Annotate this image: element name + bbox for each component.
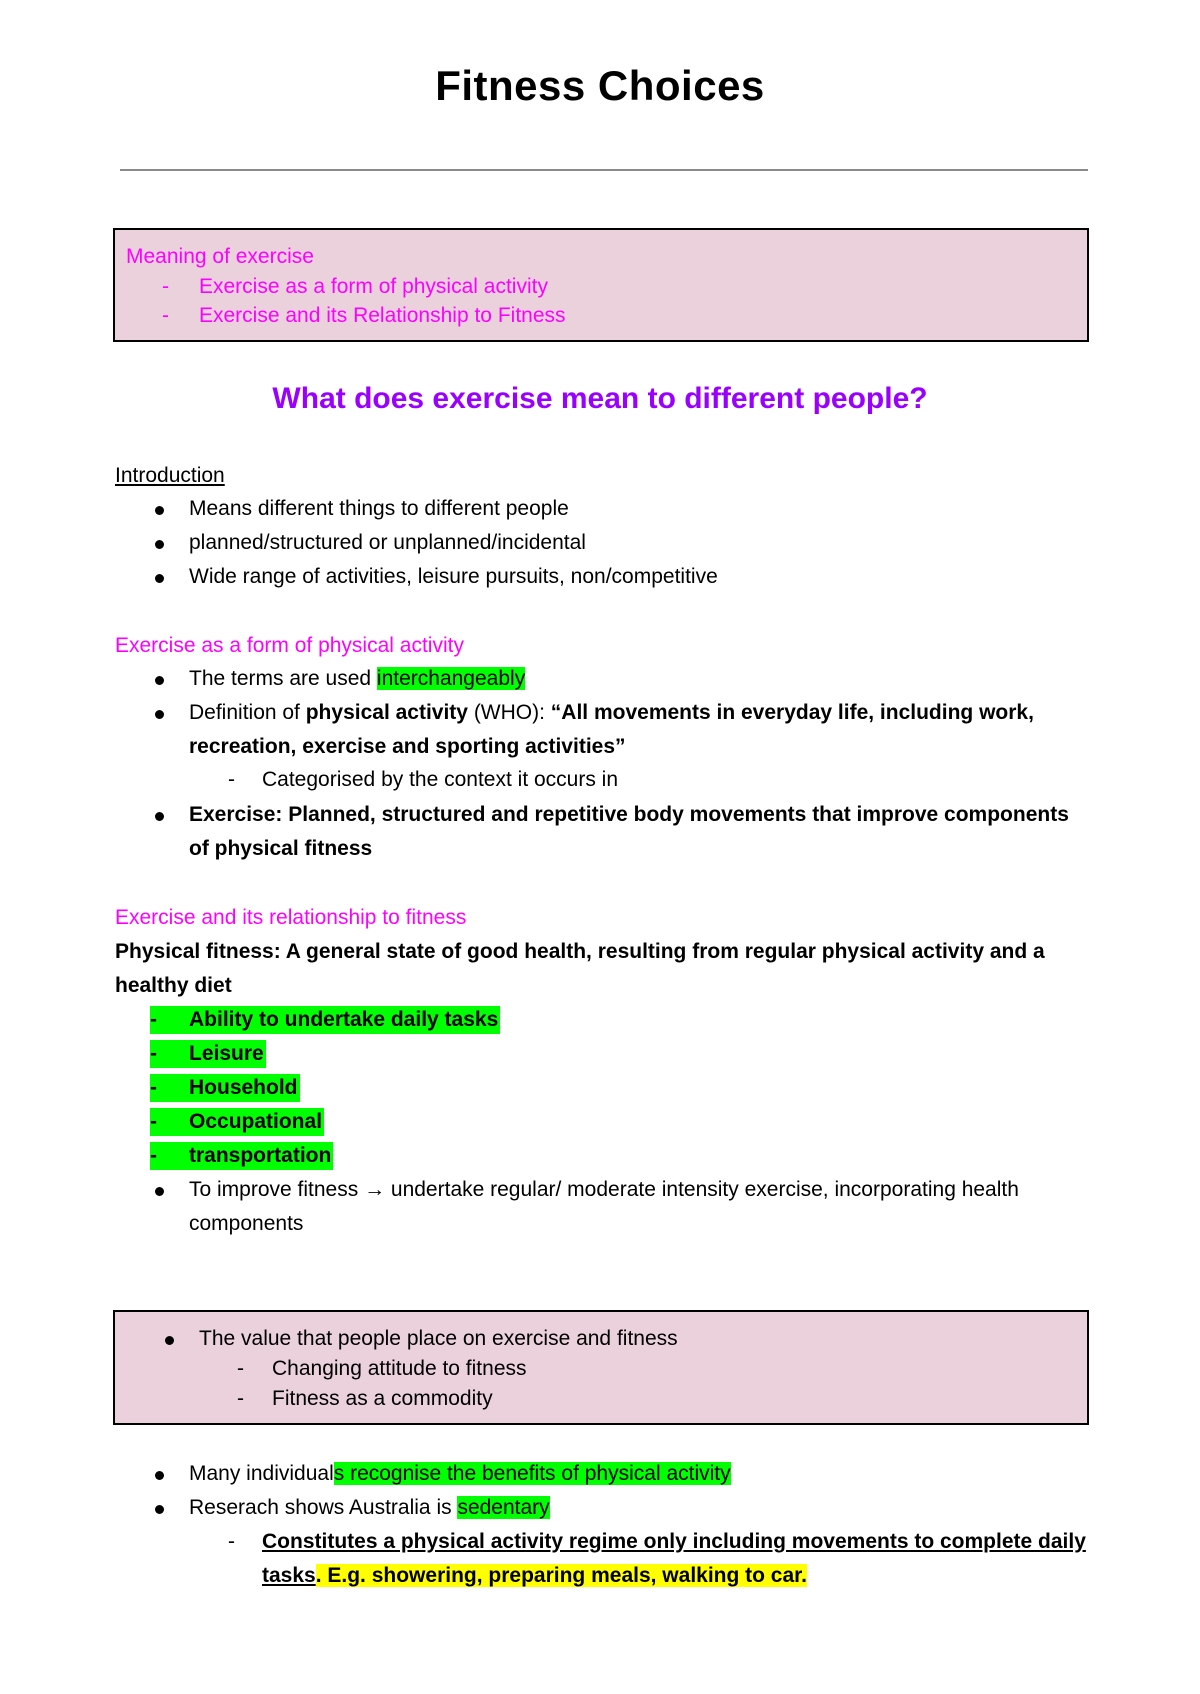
text-span: Definition of — [189, 701, 306, 724]
section2-heading: Exercise and its relationship to fitness — [115, 906, 467, 929]
dash-item-text: Household — [189, 1076, 298, 1099]
highlighted-term: interchangeably — [376, 667, 526, 690]
bullet-icon — [155, 574, 164, 583]
bullet-icon — [155, 710, 164, 719]
improve-continued: components — [189, 1212, 304, 1235]
dash-marker: - — [228, 768, 235, 791]
fitness-definition-continued: healthy diet — [115, 974, 232, 997]
box2-item: Changing attitude to fitness — [272, 1357, 527, 1380]
section3-bullet-recognise — [189, 1460, 731, 1488]
section1-bullet-terms — [189, 665, 525, 693]
dash-item-text: transportation — [189, 1144, 332, 1167]
bullet-icon — [155, 506, 164, 515]
intro-bullet: Means different things to different people — [189, 497, 569, 520]
bullet-icon — [155, 1505, 164, 1514]
box2-bullet: The value that people place on exercise and fitness — [199, 1327, 678, 1350]
definition-sub-item: Categorised by the context it occurs in — [262, 768, 619, 791]
dash-item-text: Occupational — [189, 1110, 323, 1133]
bullet-icon — [155, 540, 164, 549]
box2-item: Fitness as a commodity — [272, 1387, 493, 1410]
highlighted-term: sedentary — [457, 1496, 550, 1519]
sedentary-definition: Constitutes a physical activity regime only including movements to complete daily — [262, 1530, 1086, 1553]
dash-marker: - — [237, 1357, 244, 1380]
dash-marker: - — [162, 304, 169, 327]
title-divider — [120, 169, 1088, 171]
text-span: Reserach shows Australia is — [189, 1496, 458, 1519]
sedentary-definition-continued — [262, 1562, 807, 1590]
fitness-dash-item — [150, 1142, 333, 1170]
box1-item: Exercise and its Relationship to Fitness — [199, 304, 566, 327]
highlighted-example: . E.g. showering, preparing meals, walking to car. — [315, 1564, 808, 1587]
bullet-icon — [155, 1187, 164, 1196]
exercise-definition-continued: of physical fitness — [189, 837, 373, 860]
section1-bullet-exercise: Exercise: Planned, structured and repetitive body movements that improve components — [189, 803, 1069, 826]
bullet-icon — [155, 812, 164, 821]
fitness-dash-item — [150, 1040, 266, 1068]
bold-term: physical activity — [305, 701, 468, 724]
fitness-dash-item — [150, 1006, 500, 1034]
bullet-icon — [155, 1471, 164, 1480]
fitness-dash-item — [150, 1108, 324, 1136]
bold-quote: “All movements in everyday life, including work, — [550, 701, 1034, 724]
dash-marker: - — [150, 1042, 157, 1065]
dash-item-text: Leisure — [189, 1042, 264, 1065]
box1-heading: Meaning of exercise — [126, 245, 314, 268]
dash-marker: - — [162, 275, 169, 298]
underlined-text: tasks — [262, 1564, 316, 1587]
dash-marker: - — [237, 1387, 244, 1410]
section1-bullet-definition — [189, 699, 1034, 727]
dash-item-text: Ability to undertake daily tasks — [189, 1008, 499, 1031]
fitness-definition: Physical fitness: A general state of good health, resulting from regular physical activity and a — [115, 940, 1045, 963]
section3-bullet-sedentary — [189, 1494, 550, 1522]
highlighted-phrase: s recognise the benefits of physical activity — [333, 1462, 731, 1485]
section2-bullet-improve: To improve fitness → undertake regular/ moderate intensity exercise, incorporating health — [189, 1178, 1019, 1201]
intro-bullet: Wide range of activities, leisure pursuits, non/competitive — [189, 565, 718, 588]
intro-bullet: planned/structured or unplanned/incidental — [189, 531, 586, 554]
bullet-icon — [165, 1336, 174, 1345]
text-span: The terms are used — [189, 667, 377, 690]
dash-marker: - — [150, 1110, 157, 1133]
fitness-dash-item — [150, 1074, 300, 1102]
page-title: Fitness Choices — [435, 62, 765, 109]
section1-heading: Exercise as a form of physical activity — [115, 634, 464, 657]
section-question-heading: What does exercise mean to different people? — [272, 382, 928, 415]
text-span: (WHO): — [467, 701, 551, 724]
text-span: Many individual — [189, 1462, 334, 1485]
dash-marker: - — [150, 1076, 157, 1099]
definition-quote-continued: recreation, exercise and sporting activities” — [189, 735, 626, 758]
dash-marker: - — [228, 1530, 235, 1553]
box1-item: Exercise as a form of physical activity — [199, 275, 548, 298]
dash-marker: - — [150, 1144, 157, 1167]
bullet-icon — [155, 676, 164, 685]
dash-marker: - — [150, 1008, 157, 1031]
intro-heading: Introduction — [115, 464, 225, 487]
